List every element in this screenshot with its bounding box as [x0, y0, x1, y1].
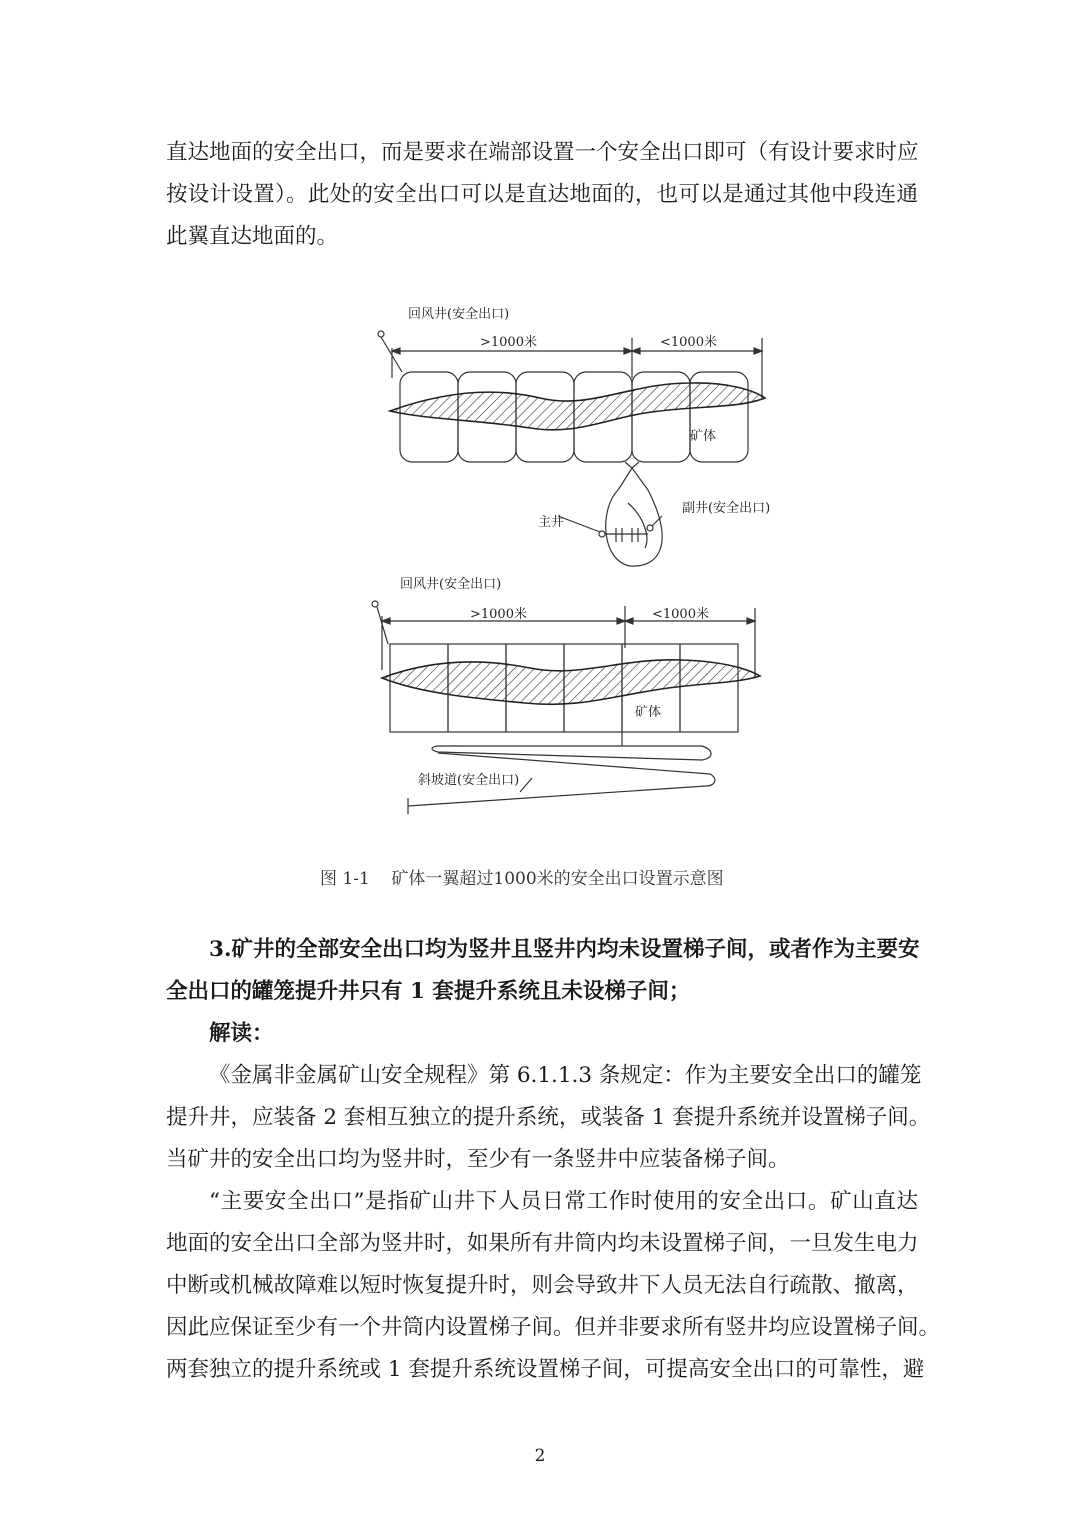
lower-dim-right-label: <1000米: [652, 607, 709, 622]
ore-body: [382, 660, 760, 704]
aux-shaft-label: 副井(安全出口): [682, 501, 771, 516]
upper-ore-label: 矿体: [690, 429, 717, 444]
ramp-label: 斜坡道(安全出口): [418, 773, 520, 788]
text-line: 当矿井的安全出口均为竖井时，至少有一条竖井中应装备梯子间。: [166, 1147, 790, 1172]
top-paragraph: [166, 132, 918, 258]
text-line: 因此应保证至少有一个井筒内设置梯子间。但并非要求所有竖井均应设置梯子间。: [166, 1315, 941, 1340]
return-shaft-marker: [378, 331, 384, 337]
mine-exit-diagram: [360, 298, 800, 828]
ore-body: [390, 383, 765, 430]
return-shaft-marker: [372, 601, 378, 607]
ramp-upper: [432, 746, 711, 760]
upper-dim-left-label: >1000米: [480, 335, 537, 350]
page-number: 2: [534, 1446, 546, 1466]
heading-line: 3.矿井的全部安全出口均为竖井且竖井内均未设置梯子间，或者作为主要安: [209, 937, 920, 962]
lower-return-shaft-label: 回风井(安全出口): [400, 577, 502, 592]
text-line: 两套独立的提升系统或 1 套提升系统设置梯子间，可提高安全出口的可靠性，避: [166, 1357, 925, 1382]
text-line: 此翼直达地面的。: [166, 224, 339, 249]
upper-diagram: [378, 331, 765, 566]
text-line: 地面的安全出口全部为竖井时，如果所有井筒内均未设置梯子间，一旦发生电力: [166, 1231, 919, 1256]
text-line: 提升井，应装备 2 套相互独立的提升系统，或装备 1 套提升系统并设置梯子间。: [166, 1105, 931, 1130]
shaft-loop: [606, 490, 662, 566]
text-line: 中断或机械故障难以短时恢复提升时，则会导致井下人员无法自行疏散、撤离，: [166, 1273, 919, 1298]
lower-dim-left-label: >1000米: [470, 607, 527, 622]
text-line: 按设计设置）。此处的安全出口可以是直达地面的，也可以是通过其他中段连通: [166, 182, 918, 207]
stope-cell: [680, 644, 738, 732]
upper-return-shaft-label: 回风井(安全出口): [408, 307, 510, 322]
main-shaft-label: 主井: [538, 515, 565, 530]
interpretation-label: 解读：: [209, 1021, 274, 1046]
section3-heading: [166, 929, 918, 1013]
interpretation-paragraph-1: [166, 1055, 931, 1181]
interpretation-paragraph-2: [166, 1181, 941, 1391]
text-line: 直达地面的安全出口，而是要求在端部设置一个安全出口即可（有设计要求时应: [166, 140, 919, 165]
heading-line: 全出口的罐笼提升井只有 1 套提升系统且未设梯子间；: [166, 979, 691, 1004]
text-line: 《金属非金属矿山安全规程》第 6.1.1.3 条规定：作为主要安全出口的罐笼: [209, 1063, 922, 1088]
text-line: “主要安全出口”是指矿山井下人员日常工作时使用的安全出口。矿山直达: [209, 1189, 918, 1214]
lower-ore-label: 矿体: [635, 705, 662, 720]
figure-caption: 图 1-1 矿体一翼超过1000米的安全出口设置示意图: [320, 869, 724, 889]
upper-dim-right-label: <1000米: [660, 335, 717, 350]
